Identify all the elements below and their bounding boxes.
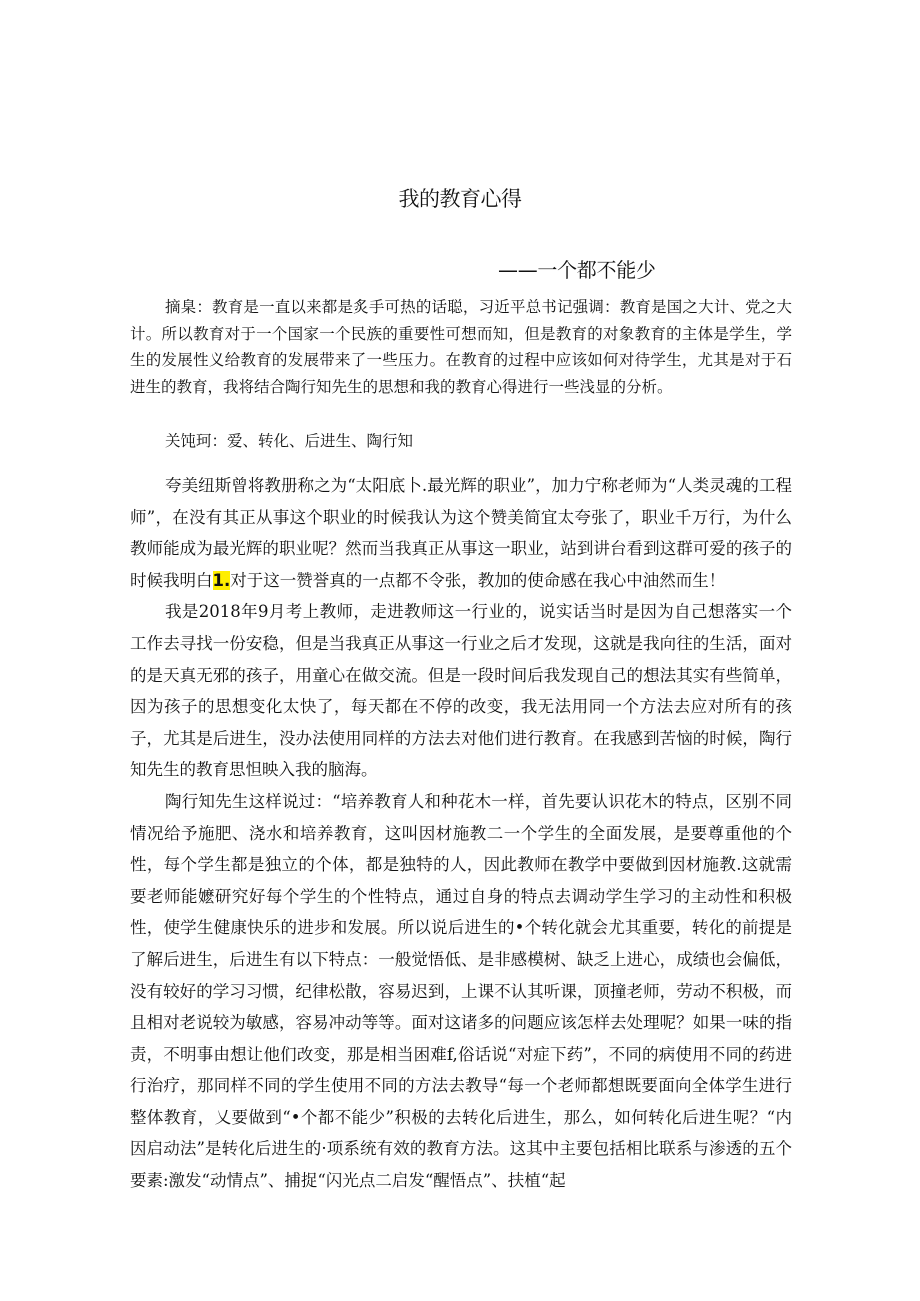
- keywords-line: 关饨珂：爱、转化、后进生、陶行知: [165, 432, 414, 450]
- body-paragraph-1: [130, 470, 792, 596]
- document-title: 我的教育心得: [398, 187, 522, 211]
- abstract-paragraph: 摘臬：教育是一直以来都是炙手可热的话聪，习近平总书记强调：教育是国之大计、党之大计。所以教育对于一个国家一个民族的重要性可想而知，但是教育的对象教育的主体是学生，学生的发展性义给教育的发展带来了一些压力。在教育的过程中应该如何对待学生，尤其是对于石进生的教育，我将结合陶行知先生的思想和我的教育心得进行一些浅显的分析。: [130, 298, 792, 396]
- body-paragraph-2: 我是2018年9月考上教师，走进教师这一行业的，说实话当时是因为自己想落实一个工作去寻找一份安稳，但是当我真正从事这一行业之后才发现，这就是我向往的生活，面对的是天真无邪的孩子，用童心在做交流。但是一段时间后我发现自己的想法其实有些简单，因为孩子的思想变化太快了，每天都在不停的改变，我无法用同一个方法去应对所有的孩子，尤其是后进生，没办法使用同样的方法去对他们进行教育。在我感到苦恼的时候，陶行知先生的教育思怛映入我的脑海。: [130, 602, 792, 780]
- paragraph-text: 对于这一赞誉真的一点都不令张，教加的使命感在我心中油然而生！: [230, 570, 726, 590]
- body-text: [130, 470, 792, 1197]
- document-subtitle: ——一个都不能少: [498, 258, 656, 282]
- body-paragraph-3: 陶行知先生这样说过：“培养教育人和种花木一样，首先要认识花木的特点，区别不同情况给予施肥、浇水和培养教育，这叫因材施教二一个学生的全面发展，是要尊重他的个性，每个学生都是独立的个体，都是独特的人，因此教师在教学中要做到因材施教.这就需要老师能嬷研究好每个学生的个性特点，通过自身的特点去调动学生学习的主动性和积极性，使学生健康快乐的进步和发展。所以说后进生的•个转化就会尤其重要，转化的前提是了解后进生，后进生有以下特点：一般觉悟低、是非感模树、缺乏上进心，成绩也会偏低，没有较好的学习习惯，纪律松散，容易迟到，上课不认其听课，顶撞老师，劳动不积极，而且相对老说较为敏感，容易冲动等等。面对这诸多的问题应该怎样去处理呢？如果一味的指责，不明事由想让他们改变，那是相当困难f,俗话说“对症下药”，不同的病使用不同的药进行治疗，那同样不同的学生使用不同的方法去教导“每一个老师都想既要面向全体学生进行整体教育，乂要做到“•个都不能少”积极的去转化后进生，那么，如何转化后进生呢？“内因启动法”是转化后进生的·项系统有效的教育方法。这其中主要包括相比联系与渗透的五个要素:激发“动情点”、捕捉“闪光点二启发“醒悟点”、扶植“起: [130, 791, 792, 1191]
- highlighted-text: 1.: [212, 570, 231, 590]
- paragraph-text: 夸美纽斯曾将教册称之为“太阳底卜.最光辉的职业”，加力宁称老师为“人类灵魂的工程师”，在没有其正从事这个职业的时候我认为这个赞美简宜太夸张了，职业千万行，为什么教师能成为最光辉的职业呢？然而当我真正从事这一职业，站到讲台看到这群可爱的孩子的时候我明白: [130, 476, 792, 590]
